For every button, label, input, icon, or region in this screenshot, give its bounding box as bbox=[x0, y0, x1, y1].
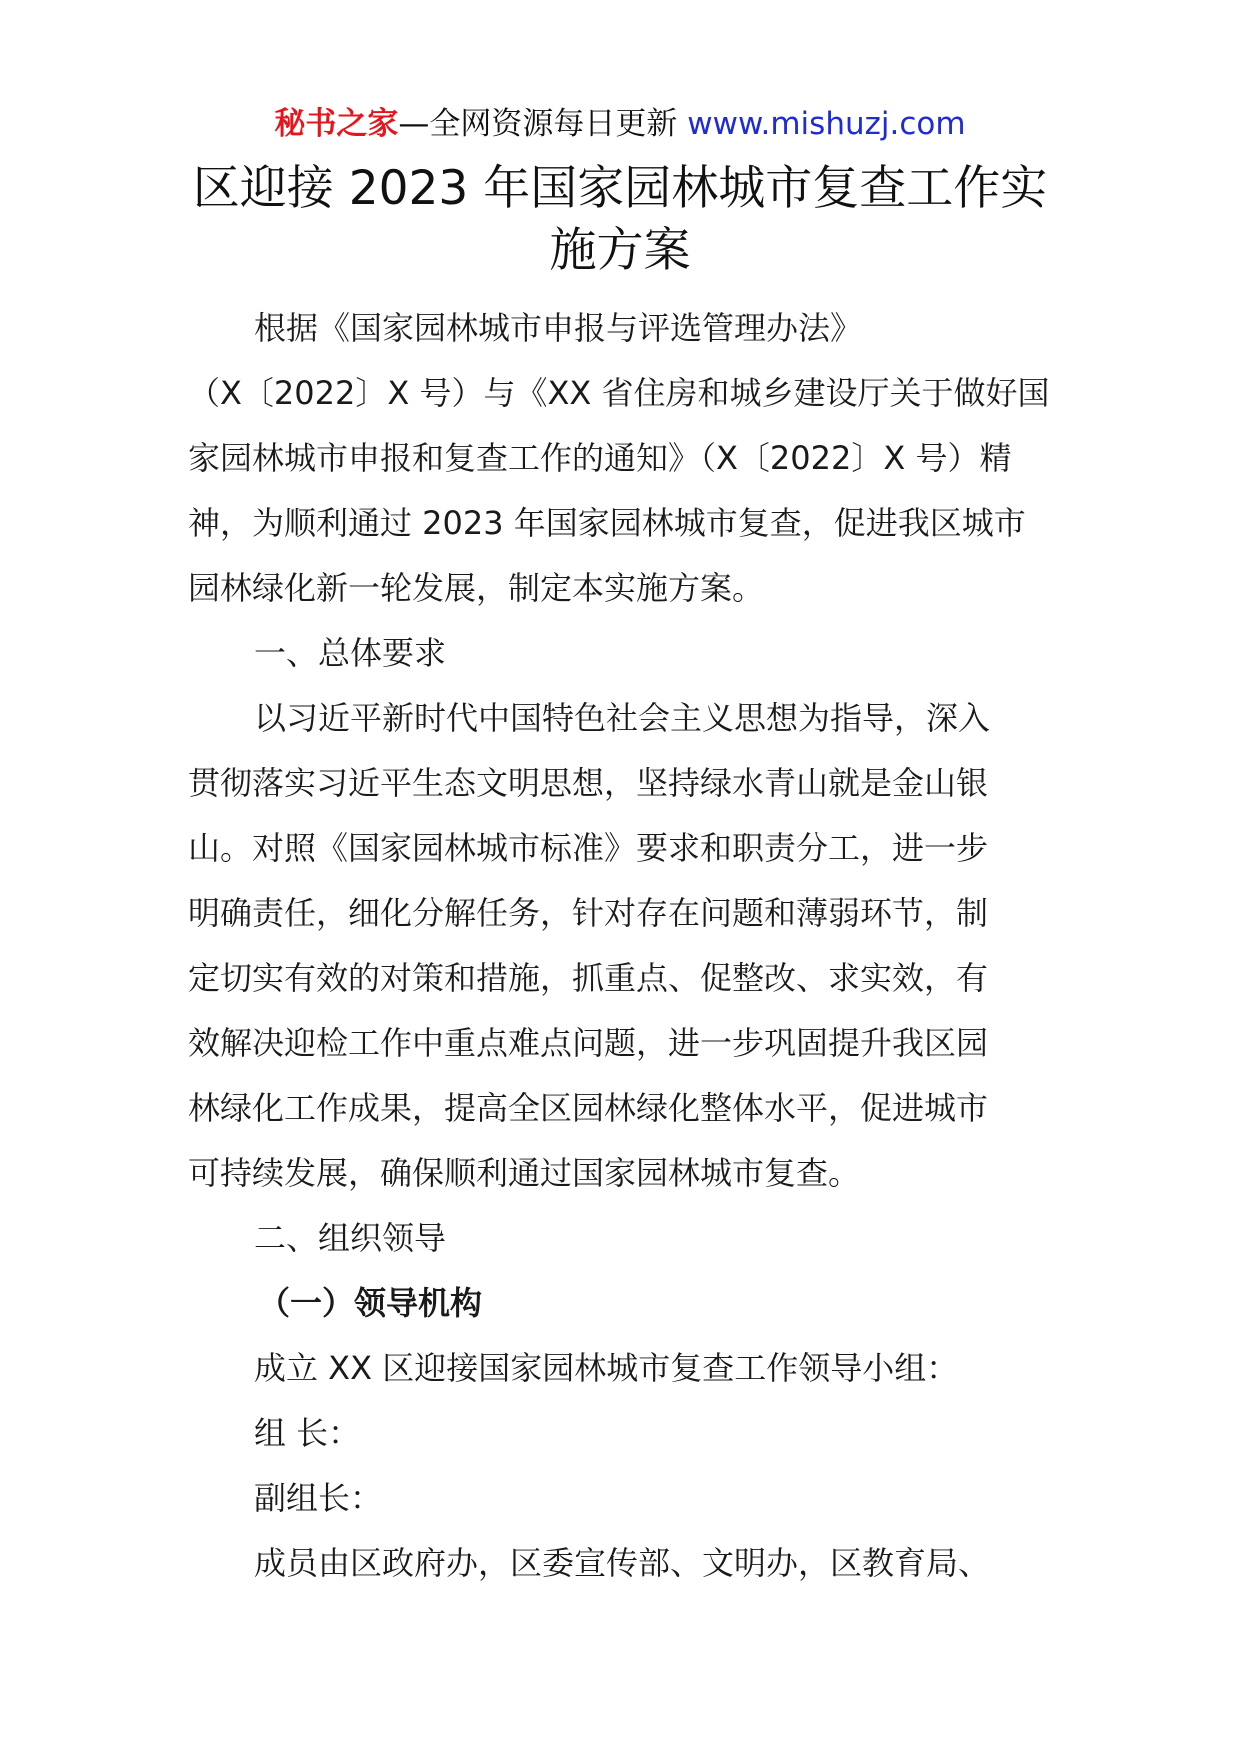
paragraph-line: 贯彻落实习近平生态文明思想，坚持绿水青山就是金山银 bbox=[188, 764, 989, 802]
paragraph-line: 家园林城市申报和复查工作的通知》（X〔2022〕X 号）精 bbox=[188, 439, 1012, 477]
paragraph-line: 定切实有效的对策和措施，抓重点、促整改、求实效，有 bbox=[188, 959, 989, 997]
paragraph-line: 可持续发展，确保顺利通过国家园林城市复查。 bbox=[188, 1154, 861, 1192]
watermark-header bbox=[0, 102, 1240, 146]
title-line-1: 区迎接 2023 年国家园林城市复查工作实 bbox=[192, 161, 1048, 216]
paragraph-line: 成员由区政府办，区委宣传部、文明办，区教育局、 bbox=[254, 1544, 991, 1582]
title-line-2: 施方案 bbox=[549, 223, 691, 278]
paragraph-line: 成立 XX 区迎接国家园林城市复查工作领导小组： bbox=[254, 1349, 959, 1387]
paragraph-line: 园林绿化新一轮发展，制定本实施方案。 bbox=[188, 569, 765, 607]
paragraph-line: 根据《国家园林城市申报与评选管理办法》 bbox=[254, 309, 863, 347]
paragraph-line: （X〔2022〕X 号）与《XX 省住房和城乡建设厅关于做好国 bbox=[188, 374, 1050, 412]
paragraph-line: 以习近平新时代中国特色社会主义思想为指导，深入 bbox=[254, 699, 991, 737]
paragraph-line: 山。对照《国家园林城市标准》要求和职责分工，进一步 bbox=[188, 829, 989, 867]
brand-slogan: —全网资源每日更新 bbox=[398, 106, 688, 142]
section-heading: 一、总体要求 bbox=[254, 634, 447, 672]
brand-name: 秘书之家 bbox=[274, 106, 399, 142]
subsection-heading: （一）领导机构 bbox=[258, 1284, 483, 1322]
paragraph-line: 林绿化工作成果，提高全区园林绿化整体水平，促进城市 bbox=[188, 1089, 989, 1127]
paragraph-line: 效解决迎检工作中重点难点问题，进一步巩固提升我区园 bbox=[188, 1024, 989, 1062]
document-body bbox=[188, 296, 1068, 1596]
paragraph-line: 副组长： bbox=[254, 1479, 383, 1517]
document-title bbox=[140, 158, 1100, 282]
paragraph-line: 明确责任，细化分解任务，针对存在问题和薄弱环节，制 bbox=[188, 894, 989, 932]
section-heading: 二、组织领导 bbox=[254, 1219, 447, 1257]
website-link[interactable]: www.mishuzj.com bbox=[687, 106, 966, 142]
paragraph-line: 神，为顺利通过 2023 年国家园林城市复查，促进我区城市 bbox=[188, 504, 1026, 542]
paragraph-line: 组 长： bbox=[254, 1414, 361, 1452]
